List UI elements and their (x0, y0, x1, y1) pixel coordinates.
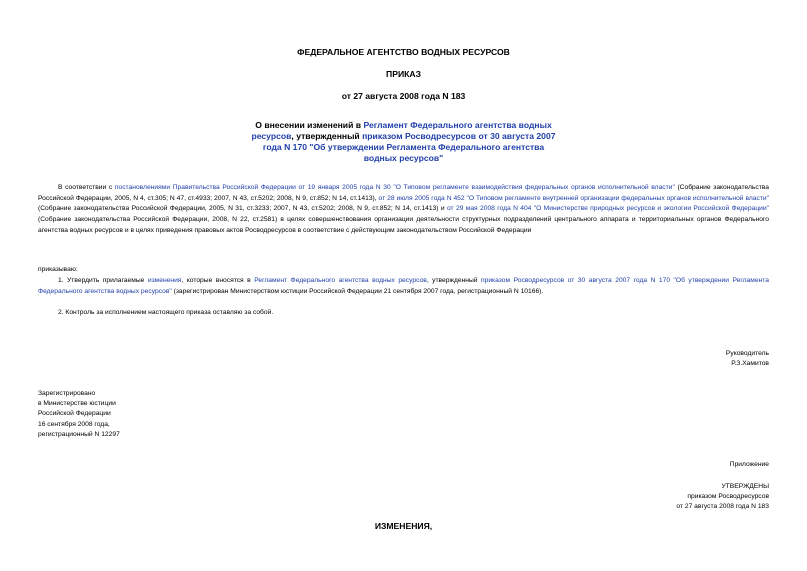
item-1-text-b: , которые вносятся в (181, 277, 255, 284)
registration-line-4: 16 сентября 2008 года, (38, 420, 110, 428)
title-text-1: О внесении изменений в (255, 120, 364, 130)
title-text-2: , утвержденный (291, 131, 363, 141)
registration-line-5: регистрационный N 12297 (38, 430, 120, 438)
preamble-text-1: В соответствии с (58, 184, 115, 191)
changes-heading: ИЗМЕНЕНИЯ, (374, 521, 433, 531)
appendix-label: Приложение (729, 461, 769, 468)
item-1-text-a: 1. Утвердить прилагаемые (58, 277, 148, 284)
signature-role: Руководитель (725, 350, 769, 357)
preamble-text-3: (Собрание законодательства Российской Федерации, 2005, N 31, ст.3233; 2007, N 43, ст.5202; 2008, N 9, ст.852; N 14, ст.1413) и (38, 205, 447, 213)
item-1-link-reglament[interactable]: Регламент Федерального агентства водных ресурсов (254, 277, 427, 284)
preamble-paragraph (38, 183, 769, 237)
title-link-order-170[interactable]: приказом Росводресурсов от 30 августа 2007 года N 170 "Об утверждении Регламента Федерального агентства водных ресурсов" (262, 131, 556, 163)
preamble-link-decree-30[interactable]: постановлениями Правительства Российской Федерации от 19 января 2005 года N 30 "О Типовом регламенте взаимодействия федеральных органов исполнительной власти" (114, 184, 675, 191)
signature-block (726, 349, 769, 369)
item-2-paragraph (38, 308, 769, 319)
item-1-text-d: (зарегистрирован Министерством юстиции Российской Федерации 21 сентября 2007 года, регистрационный N 10166). (171, 287, 544, 295)
registration-line-2: в Министерстве юстиции (38, 400, 116, 408)
item-2-text: 2. Контроль за исполнением настоящего приказа оставляю за собой. (58, 309, 274, 316)
approval-approved: УТВЕРЖДЕНЫ (721, 483, 769, 490)
agency-heading: ФЕДЕРАЛЬНОЕ АГЕНТСТВО ВОДНЫХ РЕСУРСОВ (297, 47, 510, 57)
order-date-number: от 27 августа 2008 года N 183 (341, 91, 466, 101)
item-1-link-changes[interactable]: изменения (147, 277, 182, 284)
document-title (250, 120, 557, 164)
item-1-paragraph (38, 276, 769, 297)
preamble-text-4: (Собрание законодательства Российской Федерации, 2008, N 22, ст.2581) в целях совершенствования организации деятельности структурных подразделений центрального аппарата и территориальных органов Федерального агентства водных ресурсов и в целях приведения правовых актов Росводресурсов в соответствие с действующим законодательством Российской Федерации (38, 216, 769, 234)
registration-line-3: Российской Федерации (38, 410, 111, 418)
registration-block (38, 389, 120, 440)
preamble-link-decree-452[interactable]: от 28 июля 2005 года N 452 "О Типовом регламенте внутренней организации федеральных органов исполнительной власти" (378, 194, 769, 202)
preamble-link-decree-404[interactable]: от 29 мая 2008 года N 404 "О Министерстве природных ресурсов и экологии Российской Федерации" (446, 205, 769, 213)
doc-type-heading: ПРИКАЗ (386, 69, 421, 79)
preamble-text-2: (Собрание законодательства Российской Федерации, 2005, N 4, ст.305; N 47, ст.4933; 2007, N 43, ст.5202; 2008, N 9, ст.852; N 14, ст.1413), (38, 184, 769, 202)
item-1-text-c: , утвержденный (426, 277, 481, 284)
order-word: приказываю: (38, 266, 78, 273)
approval-order-date: от 27 августа 2008 года N 183 (676, 503, 769, 511)
signature-name: Р.З.Хамитов (731, 360, 769, 368)
title-link-reglament[interactable]: Регламент Федерального агентства водных ресурсов (251, 120, 552, 141)
approval-by-order: приказом Росводресурсов (687, 493, 769, 501)
registration-line-1: Зарегистрировано (38, 390, 96, 397)
approval-block (676, 482, 769, 513)
item-1-link-order-170[interactable]: приказом Росводресурсов от 30 августа 2007 года N 170 "Об утверждении Регламента Федерального агентства водных ресурсов" (38, 277, 769, 295)
